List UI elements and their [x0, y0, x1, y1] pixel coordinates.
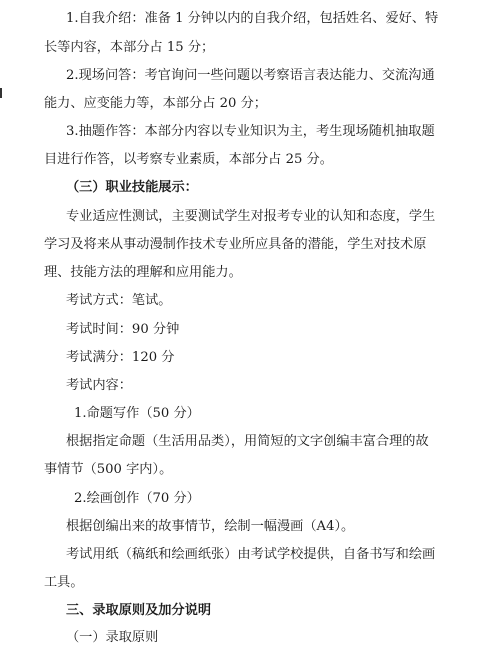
text-line: 理、技能方法的理解和应用能力。	[44, 265, 242, 280]
text-line: 目进行作答，以考察专业素质，本部分占 25 分。	[44, 152, 333, 167]
text-line: 根据创编出来的故事情节，绘制一幅漫画（A4）。	[66, 519, 355, 534]
text-line: 事情节（500 字内）。	[44, 462, 173, 477]
section-heading: （三）职业技能展示：	[66, 180, 198, 195]
text-line: 工具。	[44, 575, 84, 590]
text-line: 考试方式：笔试。	[66, 293, 172, 308]
text-line: 3.抽题作答：本部分内容以专业知识为主，考生现场随机抽取题	[66, 124, 435, 139]
text-line: 2.绘画创作（70 分）	[74, 491, 200, 506]
text-line: 1.自我介绍：准备 1 分钟以内的自我介绍，包括姓名、爱好、特	[66, 11, 439, 26]
text-line: 能力、应变能力等，本部分占 20 分；	[44, 96, 267, 111]
text-line: 学习及将来从事动漫制作技术专业所应具备的潜能，学生对技术原	[44, 237, 427, 252]
section-heading: 三、录取原则及加分说明	[66, 603, 212, 618]
text-line: 考试时间：90 分钟	[66, 322, 180, 337]
text-line: 2.现场问答：考官询问一些问题以考察语言表达能力、交流沟通	[66, 68, 435, 83]
text-line: 考试用纸（稿纸和绘画纸张）由考试学校提供，自备书写和绘画	[66, 547, 436, 562]
text-line: 考试满分：120 分	[66, 350, 175, 365]
text-line: 专业适应性测试，主要测试学生对报考专业的认知和态度，学生	[66, 209, 436, 224]
text-line: 1.命题写作（50 分）	[74, 406, 200, 421]
text-line: 长等内容，本部分占 15 分；	[44, 40, 215, 55]
text-line: （一）录取原则	[66, 630, 159, 645]
margin-mark	[0, 88, 2, 98]
text-line: 根据指定命题（生活用品类），用简短的文字创编丰富合理的故	[66, 434, 429, 449]
text-line: 考试内容：	[66, 378, 132, 393]
